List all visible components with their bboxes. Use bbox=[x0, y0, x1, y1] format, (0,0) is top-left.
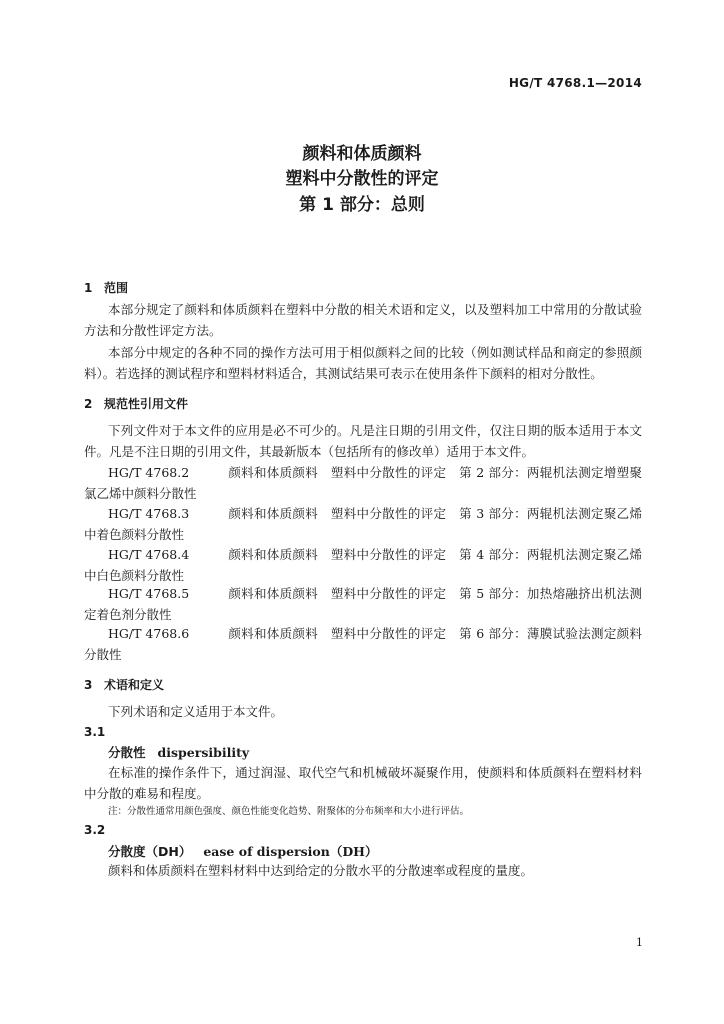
term-3-2 bbox=[108, 842, 377, 860]
reference-code: HG/T 4768.6 bbox=[108, 626, 190, 641]
title-line-1: 颜料和体质颜料 bbox=[302, 144, 422, 164]
section-2-intro: 下列文件对于本文件的应用是必不可少的。凡是注日期的引用文件，仅注日期的版本适用于本文件。凡是不注日期的引用文件，其最新版本（包括所有的修改单）适用于本文件。 bbox=[84, 423, 642, 459]
section-3-heading bbox=[84, 676, 164, 693]
term-english: ease of dispersion（DH） bbox=[203, 844, 378, 859]
page-number: 1 bbox=[636, 936, 643, 949]
section-number: 1 bbox=[84, 281, 93, 295]
clause-3-2-number: 3.2 bbox=[84, 823, 106, 837]
section-number: 3 bbox=[84, 678, 93, 692]
term-chinese: 分散度（DH） bbox=[108, 844, 192, 859]
section-title: 术语和定义 bbox=[104, 678, 165, 692]
reference-title: 颜料和体质颜料 塑料中分散性的评定 第 4 部分：两辊机法测定聚乙烯中白色颜料分散性 bbox=[84, 547, 642, 583]
term-3-1-definition: 在标准的操作条件下，通过润湿、取代空气和机械破坏凝聚作用，使颜料和体质颜料在塑料材料中分散的难易和程度。 bbox=[84, 765, 642, 801]
section-1-paragraph-2: 本部分中规定的各种不同的操作方法可用于相似颜料之间的比较（例如测试样品和商定的参照颜料）。若选择的测试程序和塑料材料适合，其测试结果可表示在使用条件下颜料的相对分散性。 bbox=[84, 345, 642, 381]
title-line-2: 塑料中分散性的评定 bbox=[285, 169, 439, 189]
reference-item bbox=[84, 462, 642, 504]
section-1-paragraph-1: 本部分规定了颜料和体质颜料在塑料中分散的相关术语和定义，以及塑料加工中常用的分散试验方法和分散性评定方法。 bbox=[84, 302, 642, 338]
section-title: 规范性引用文件 bbox=[104, 397, 189, 411]
section-2-heading bbox=[84, 395, 188, 412]
section-1-heading bbox=[84, 279, 128, 296]
term-3-2-definition: 颜料和体质颜料在塑料材料中达到给定的分散水平的分散速率或程度的量度。 bbox=[108, 863, 534, 878]
reference-title: 颜料和体质颜料 塑料中分散性的评定 第 3 部分：两辊机法测定聚乙烯中着色颜料分散性 bbox=[84, 506, 642, 542]
term-3-1 bbox=[108, 743, 249, 761]
term-3-1-note: 注：分散性通常用颜色强度、颜色性能变化趋势、附聚体的分布频率和大小进行评估。 bbox=[108, 806, 470, 817]
reference-title: 颜料和体质颜料 塑料中分散性的评定 第 6 部分：薄膜试验法测定颜料分散性 bbox=[84, 626, 642, 662]
reference-item bbox=[84, 623, 642, 665]
title-line-3: 第 1 部分：总则 bbox=[299, 195, 425, 215]
reference-code: HG/T 4768.5 bbox=[108, 586, 190, 601]
section-3-intro: 下列术语和定义适用于本文件。 bbox=[108, 704, 284, 719]
section-number: 2 bbox=[84, 397, 93, 411]
term-english: dispersibility bbox=[157, 745, 250, 760]
reference-item bbox=[84, 583, 642, 625]
reference-title: 颜料和体质颜料 塑料中分散性的评定 第 2 部分：两辊机法测定增塑聚氯乙烯中颜料分散性 bbox=[84, 465, 642, 501]
reference-title: 颜料和体质颜料 塑料中分散性的评定 第 5 部分：加热熔融挤出机法测定着色剂分散性 bbox=[84, 586, 642, 622]
clause-3-1-number: 3.1 bbox=[84, 725, 106, 739]
term-chinese: 分散性 bbox=[108, 745, 146, 760]
reference-code: HG/T 4768.3 bbox=[108, 506, 190, 521]
reference-item bbox=[84, 544, 642, 586]
section-title: 范围 bbox=[104, 281, 129, 295]
standard-code: HG/T 4768.1—2014 bbox=[508, 76, 642, 90]
reference-item bbox=[84, 503, 642, 545]
reference-code: HG/T 4768.4 bbox=[108, 547, 190, 562]
reference-code: HG/T 4768.2 bbox=[108, 465, 190, 480]
